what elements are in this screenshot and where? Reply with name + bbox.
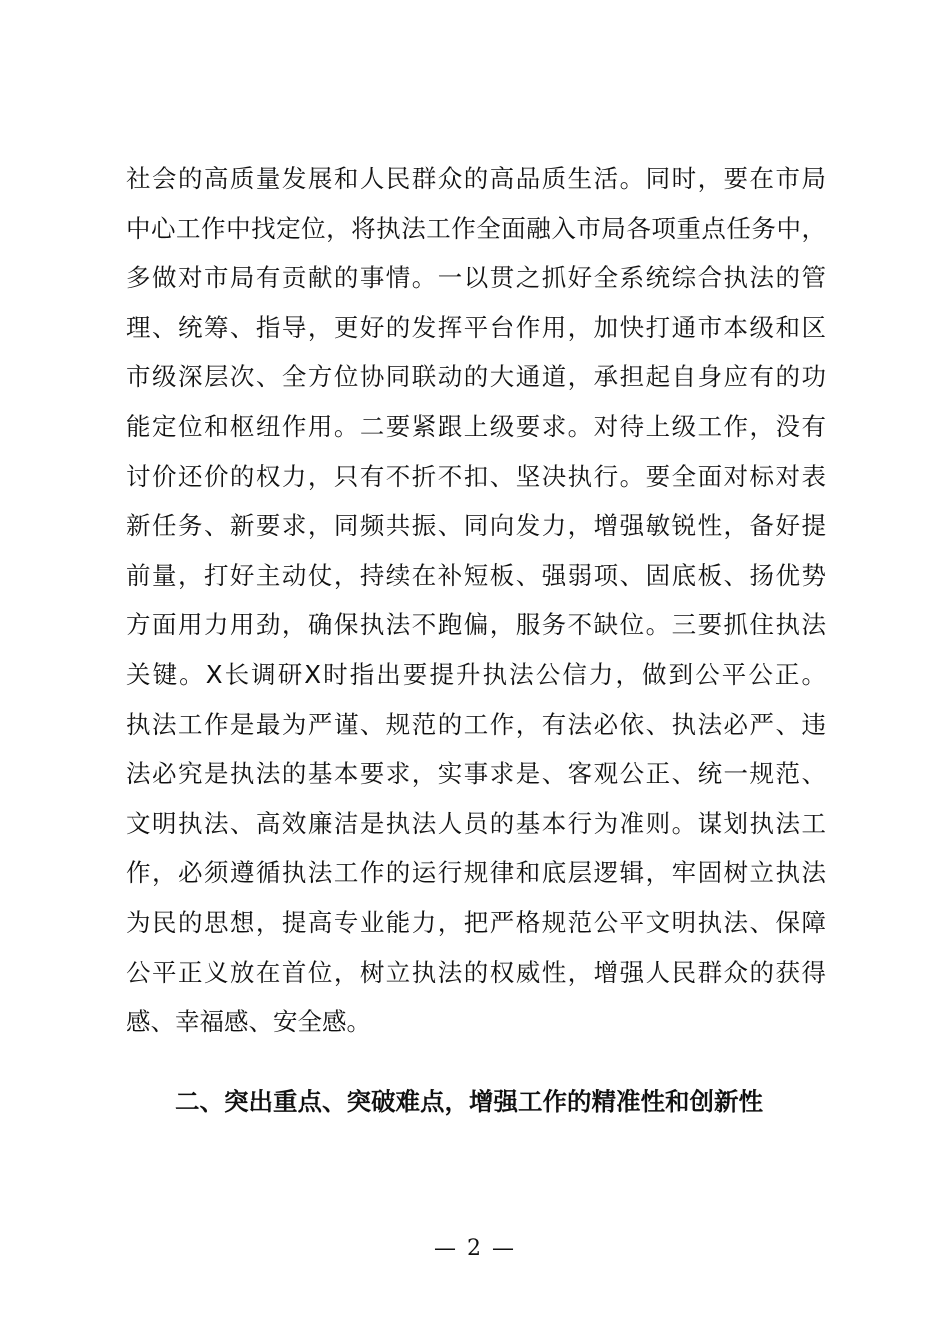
body-line: 方面用力用劲，确保执法不跑偏，服务不缺位。三要抓住执法 <box>126 610 826 640</box>
body-line: 社会的高质量发展和人民群众的高品质生活。同时，要在市局 <box>126 164 826 193</box>
body-line: 文明执法、高效廉洁是执法人员的基本行为准则。谋划执法工 <box>126 808 826 838</box>
body-line: 公平正义放在首位，树立执法的权威性，增强人民群众的获得 <box>126 957 826 987</box>
body-line: 理、统筹、指导，更好的发挥平台作用，加快打通市本级和区 <box>126 312 826 342</box>
body-paragraph <box>126 154 826 1047</box>
body-line: 能定位和枢纽作用。二要紧跟上级要求。对待上级工作，没有 <box>126 411 826 441</box>
body-line: 关键。X长调研X时指出要提升执法公信力，做到公平公正。 <box>126 659 826 689</box>
body-line: 市级深层次、全方位协同联动的大通道，承担起自身应有的功 <box>126 362 826 392</box>
body-line: 多做对市局有贡献的事情。一以贯之抓好全系统综合执法的管 <box>126 263 826 293</box>
page-number: — 2 — <box>434 1236 516 1261</box>
body-line: 感、幸福感、安全感。 <box>126 1007 371 1037</box>
body-line: 前量，打好主动仗，持续在补短板、强弱项、固底板、扬优势 <box>126 560 826 590</box>
body-line: 新任务、新要求，同频共振、同向发力，增强敏锐性，备好提 <box>126 511 826 541</box>
body-line: 中心工作中找定位，将执法工作全面融入市局各项重点任务中， <box>126 213 826 243</box>
body-line: 执法工作是最为严谨、规范的工作，有法必依、执法必严、违 <box>126 709 826 739</box>
body-line: 讨价还价的权力，只有不折不扣、坚决执行。要全面对标对表 <box>126 461 826 491</box>
body-line: 为民的思想，提高专业能力，把严格规范公平文明执法、保障 <box>126 907 826 937</box>
section-heading: 二、突出重点、突破难点，增强工作的精准性和创新性 <box>175 1087 763 1116</box>
body-line: 法必究是执法的基本要求，实事求是、客观公正、统一规范、 <box>126 759 826 789</box>
body-line: 作，必须遵循执法工作的运行规律和底层逻辑，牢固树立执法 <box>126 858 826 888</box>
